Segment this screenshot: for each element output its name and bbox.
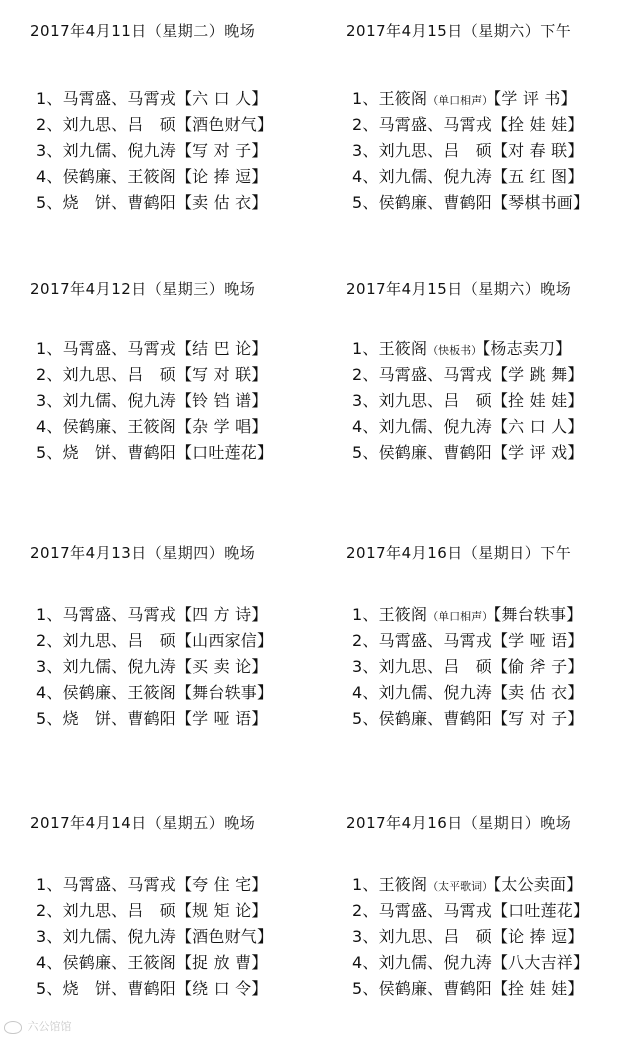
program-item: 4、侯鹤廉、王筱阁【杂 学 唱】 <box>36 417 268 436</box>
program-item: 3、刘九儒、倪九涛【酒色财气】 <box>36 927 274 946</box>
schedule-header: 2017年4月11日（星期二）晚场 <box>30 22 256 40</box>
program-item: 5、烧 饼、曹鹤阳【卖 估 衣】 <box>36 193 268 212</box>
schedule-header: 2017年4月12日（星期三）晚场 <box>30 280 256 298</box>
schedule-header: 2017年4月16日（星期日）晚场 <box>346 814 572 832</box>
program-item: 3、刘九思、吕 硕【拴 娃 娃】 <box>352 391 584 410</box>
program-item: 1、马霄盛、马霄戎【夸 住 宅】 <box>36 875 268 894</box>
weibo-icon <box>4 1021 22 1034</box>
program-item: 1、王筱阁（快板书）【杨志卖刀】 <box>352 339 572 358</box>
schedule-header: 2017年4月15日（星期六）下午 <box>346 22 572 40</box>
program-item: 3、刘九儒、倪九涛【铃 铛 谱】 <box>36 391 268 410</box>
program-item: 2、马霄盛、马霄戎【口吐莲花】 <box>352 901 590 920</box>
program-item: 3、刘九思、吕 硕【偷 斧 子】 <box>352 657 584 676</box>
schedule-header: 2017年4月14日（星期五）晚场 <box>30 814 256 832</box>
schedule-header: 2017年4月13日（星期四）晚场 <box>30 544 256 562</box>
program-item: 1、王筱阁（单口相声）【学 评 书】 <box>352 89 577 108</box>
program-item: 4、刘九儒、倪九涛【六 口 人】 <box>352 417 584 436</box>
program-item: 3、刘九思、吕 硕【对 春 联】 <box>352 141 584 160</box>
program-item: 4、刘九儒、倪九涛【八大吉祥】 <box>352 953 590 972</box>
program-item: 4、刘九儒、倪九涛【五 红 图】 <box>352 167 584 186</box>
program-item: 3、刘九儒、倪九涛【买 卖 论】 <box>36 657 268 676</box>
watermark-text: 六公馆馆 <box>27 1020 72 1033</box>
program-item: 4、侯鹤廉、王筱阁【捉 放 曹】 <box>36 953 268 972</box>
program-item: 4、侯鹤廉、王筱阁【舞台轶事】 <box>36 683 274 702</box>
program-item: 2、刘九思、吕 硕【山西家信】 <box>36 631 274 650</box>
schedule-header: 2017年4月16日（星期日）下午 <box>346 544 572 562</box>
program-item: 5、烧 饼、曹鹤阳【口吐莲花】 <box>36 443 274 462</box>
program-item: 5、烧 饼、曹鹤阳【绕 口 令】 <box>36 979 268 998</box>
program-item: 5、侯鹤廉、曹鹤阳【写 对 子】 <box>352 709 584 728</box>
watermark <box>4 1018 72 1034</box>
program-item: 1、马霄盛、马霄戎【四 方 诗】 <box>36 605 268 624</box>
program-item: 5、烧 饼、曹鹤阳【学 哑 语】 <box>36 709 268 728</box>
program-item: 2、刘九思、吕 硕【酒色财气】 <box>36 115 274 134</box>
schedule-header: 2017年4月15日（星期六）晚场 <box>346 280 572 298</box>
program-item: 1、王筱阁（单口相声）【舞台轶事】 <box>352 605 583 624</box>
program-item: 4、侯鹤廉、王筱阁【论 捧 逗】 <box>36 167 268 186</box>
program-item: 1、马霄盛、马霄戎【六 口 人】 <box>36 89 268 108</box>
program-item: 3、刘九思、吕 硕【论 捧 逗】 <box>352 927 584 946</box>
program-item: 2、马霄盛、马霄戎【学 哑 语】 <box>352 631 584 650</box>
program-item: 2、马霄盛、马霄戎【学 跳 舞】 <box>352 365 584 384</box>
program-item: 2、马霄盛、马霄戎【拴 娃 娃】 <box>352 115 584 134</box>
program-item: 1、马霄盛、马霄戎【结 巴 论】 <box>36 339 268 358</box>
program-item: 2、刘九思、吕 硕【写 对 联】 <box>36 365 268 384</box>
program-item: 5、侯鹤廉、曹鹤阳【学 评 戏】 <box>352 443 584 462</box>
program-item: 5、侯鹤廉、曹鹤阳【拴 娃 娃】 <box>352 979 584 998</box>
program-item: 5、侯鹤廉、曹鹤阳【琴棋书画】 <box>352 193 590 212</box>
program-item: 3、刘九儒、倪九涛【写 对 子】 <box>36 141 268 160</box>
program-item: 2、刘九思、吕 硕【规 矩 论】 <box>36 901 268 920</box>
program-item: 4、刘九儒、倪九涛【卖 估 衣】 <box>352 683 584 702</box>
program-item: 1、王筱阁（太平歌词）【太公卖面】 <box>352 875 583 894</box>
